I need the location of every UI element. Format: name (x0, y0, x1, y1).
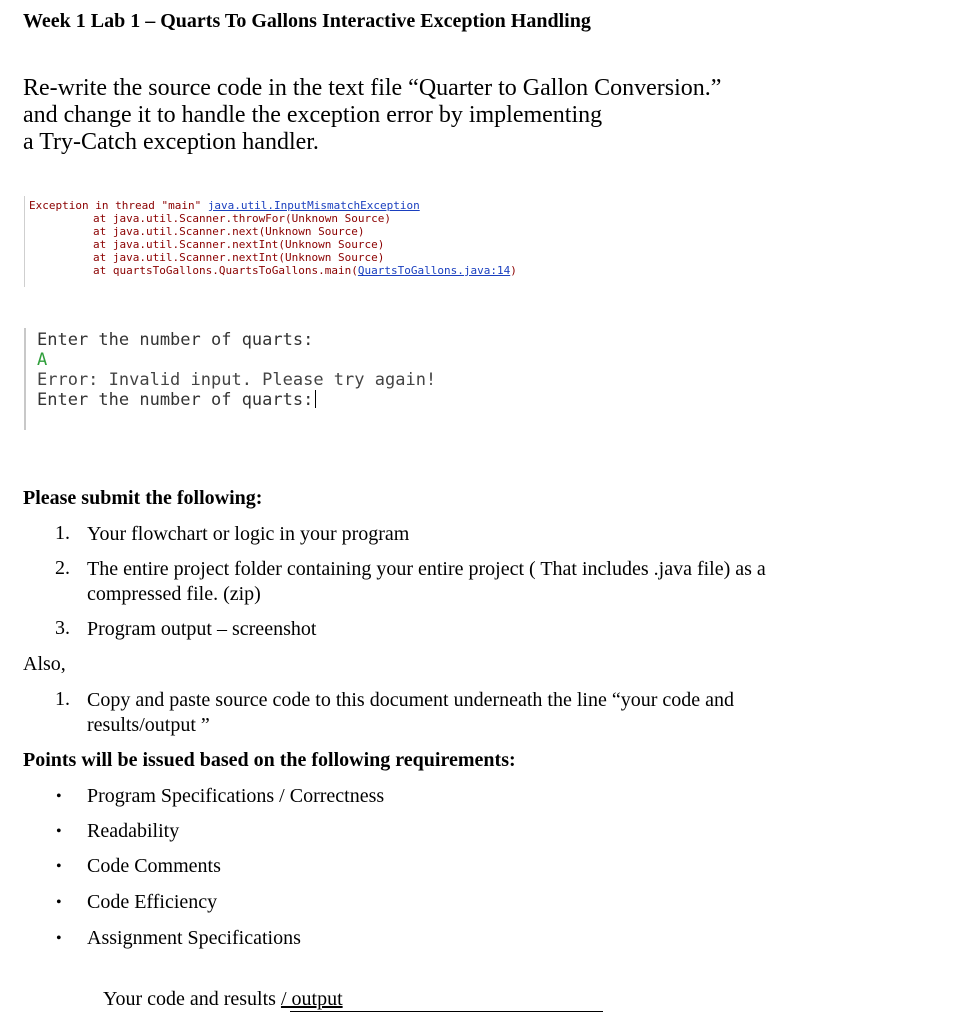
stacktrace-line: at java.util.Scanner.next(Unknown Source) (93, 225, 365, 238)
stacktrace-line-main (29, 264, 619, 277)
item-text: results/output ” (87, 714, 210, 736)
item-text: Copy and paste source code to this document underneath the line “your code and (87, 689, 735, 711)
item-text: compressed file. (zip) (87, 583, 261, 605)
stacktrace-line: at java.util.Scanner.nextInt(Unknown Source) (93, 238, 385, 251)
item-text: The entire project folder containing your entire project ( That includes .java file) as a (87, 558, 766, 580)
bullet-icon: • (56, 858, 62, 875)
console-prompt-repeat (37, 390, 597, 410)
code-results-label (103, 988, 343, 1011)
bullet-icon: • (56, 823, 62, 840)
bullet-icon: • (56, 894, 62, 911)
intro-line-3: a Try-Catch exception handler. (23, 129, 319, 155)
also-item-1 (87, 688, 734, 738)
text-cursor (315, 390, 316, 408)
list-number: 1. (55, 522, 70, 544)
stacktrace-line: at java.util.Scanner.nextInt(Unknown Source) (93, 251, 385, 264)
intro-line-2: and change it to handle the exception error by implementing (23, 102, 603, 128)
code-results-prefix: Your code and results (103, 988, 281, 1010)
answer-underline (290, 1011, 603, 1012)
intro-paragraph (23, 75, 923, 156)
submit-item-1 (87, 522, 409, 547)
points-item: Code Efficiency (87, 891, 218, 913)
item-text: Program output – screenshot (87, 618, 317, 640)
bullet-icon: • (56, 930, 62, 947)
exception-prefix: Exception in thread "main" (29, 199, 208, 212)
main-suffix: ) (510, 264, 517, 277)
stacktrace-line: at java.util.Scanner.throwFor(Unknown Source) (93, 212, 392, 225)
points-item: Code Comments (87, 855, 221, 877)
console-prompt-text: Enter the number of quarts: (37, 390, 314, 410)
submit-heading: Please submit the following: (23, 487, 263, 509)
item-text: Your flowchart or logic in your program (87, 523, 410, 545)
console-user-input: A (37, 350, 48, 370)
console-error-message: Error: Invalid input. Please try again! (37, 370, 437, 390)
bullet-icon: • (56, 788, 62, 805)
list-number: 3. (55, 617, 70, 639)
list-number: 2. (55, 557, 70, 579)
exception-class-link[interactable]: java.util.InputMismatchException (207, 199, 420, 212)
stacktrace-console (24, 196, 619, 287)
document-title: Week 1 Lab 1 – Quarts To Gallons Interactive Exception Handling (23, 10, 591, 32)
code-results-underlined: / output (280, 988, 343, 1010)
points-item: Assignment Specifications (87, 927, 301, 949)
submit-item-2 (87, 557, 766, 607)
submit-item-3 (87, 617, 316, 642)
list-number: 1. (55, 688, 70, 710)
intro-line-1: Re-write the source code in the text file “Quarter to Gallon Conversion.” (23, 75, 722, 101)
console-prompt: Enter the number of quarts: (37, 330, 314, 350)
source-file-link[interactable]: QuartsToGallons.java:14 (357, 264, 511, 277)
stacktrace-line-exception (29, 199, 619, 212)
points-heading: Points will be issued based on the following requirements: (23, 749, 516, 771)
points-item: Program Specifications / Correctness (87, 785, 385, 807)
program-console (24, 328, 597, 430)
also-label: Also, (23, 653, 66, 675)
main-prefix: at quartsToGallons.QuartsToGallons.main( (93, 264, 358, 277)
points-item: Readability (87, 820, 180, 842)
